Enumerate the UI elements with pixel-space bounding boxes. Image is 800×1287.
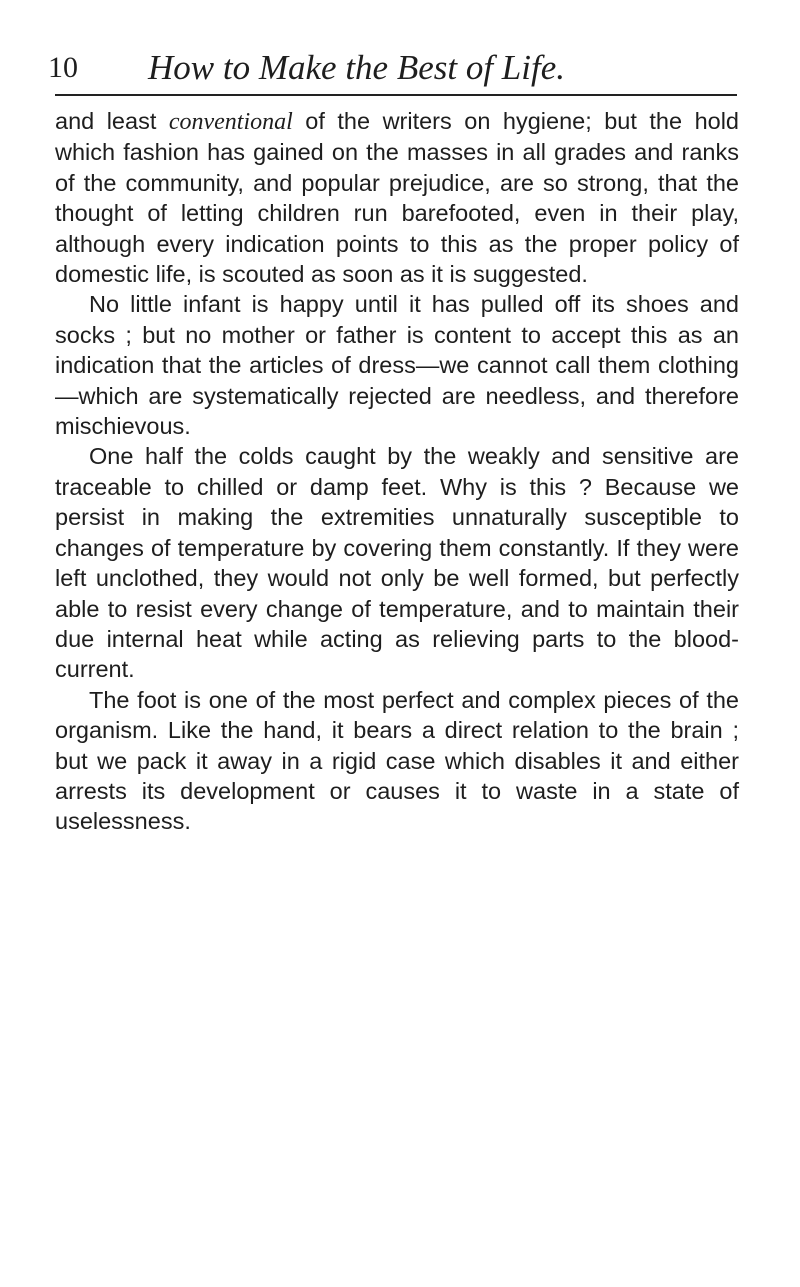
paragraph-1	[55, 106, 739, 289]
paragraph-4: The foot is one of the most perfect and complex pieces of the organism. Like the hand, it bears a direct relation to the brain ; but we pack it away in a rigid case which disables it and either arrests its development or causes it to waste in a state of uselessness.	[55, 686, 739, 835]
body-text	[55, 106, 739, 837]
paragraph-2: No little infant is happy until it has pulled off its shoes and socks ; but no mother or father is content to accept this as an indication that the articles of dress—we cannot call them clothing—which are systematically rejected are needless, and therefore mischievous.	[55, 291, 739, 440]
header-rule	[55, 94, 737, 96]
page-number: 10	[48, 51, 78, 84]
running-head	[48, 48, 748, 92]
paragraph-1-rest: of the writers on hygiene; but the hold which fashion has gained on the masses in all grades and ranks of the community, and popular prejudice, are so strong, that the thought of letting children run barefooted, even in their play, although every indication points to this as the proper policy of domestic life, is scouted as soon as it is suggested.	[55, 108, 739, 288]
book-title: How to Make the Best of Life.	[148, 48, 566, 87]
paragraph-3: One half the colds caught by the weakly and sensitive are traceable to chilled or damp feet. Why is this ? Because we persist in making the extremities unnaturally susceptible to changes of temperature by covering them constantly. If they were left unclothed, they would not only be well formed, but perfectly able to resist every change of temperature, and to maintain their due internal heat while acting as relieving parts to the blood-current.	[55, 443, 739, 683]
paragraph-1-lead: and least	[55, 108, 169, 134]
emphasis-conventional: conventional	[168, 109, 293, 135]
